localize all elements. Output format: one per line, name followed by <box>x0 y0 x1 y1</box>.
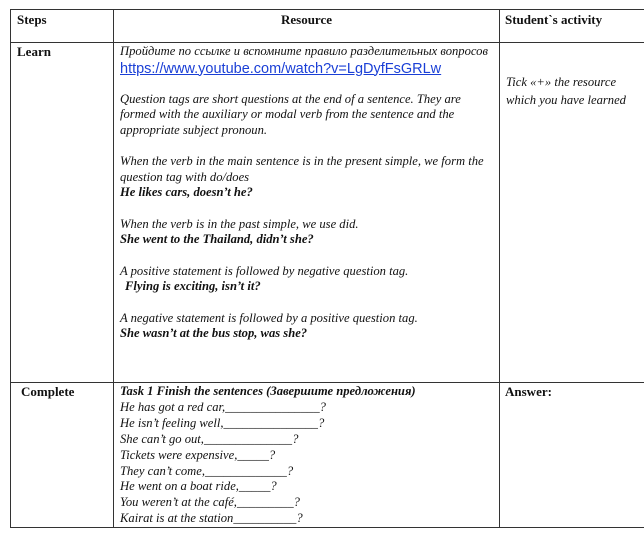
step-complete: Complete <box>11 383 114 528</box>
learn-rule-3: A positive statement is followed by negative question tag. <box>120 263 409 278</box>
lesson-table <box>10 9 644 528</box>
task-sentence: They can’t come,_____________? <box>120 463 294 478</box>
learn-row <box>11 43 644 383</box>
task-sentence: You weren’t at the café,_________? <box>120 495 300 510</box>
learn-rule-1: When the verb in the main sentence is in the present simple, we form the question tag with do/does <box>120 154 484 184</box>
header-resource: Resource <box>114 10 500 43</box>
step-learn: Learn <box>11 43 114 383</box>
task-sentence: He has got a red car,_______________? <box>120 399 326 414</box>
learn-example-3: Flying is exciting, isn’t it? <box>125 279 261 293</box>
task-sentence: He isn’t feeling well,_______________? <box>120 415 325 430</box>
youtube-link[interactable]: https://www.youtube.com/watch?v=LgDyfFsGRLw <box>120 60 442 77</box>
learn-definition: Question tags are short questions at the end of a sentence. They are formed with the auxiliary or modal verb from the sentence and the appropriate subject pronoun. <box>120 91 461 137</box>
learn-intro: Пройдите по ссылке и вспомните правило разделительных вопросов <box>120 44 488 58</box>
learn-rule-4: A negative statement is followed by a positive question tag. <box>120 310 418 325</box>
learn-resource-cell <box>114 43 500 383</box>
learn-example-2: She went to the Thailand, didn’t she? <box>120 232 314 246</box>
learn-example-4: She wasn’t at the bus stop, was she? <box>120 326 308 340</box>
header-steps: Steps <box>11 10 114 43</box>
task-title: Task 1 Finish the sentences (Завершите предложения) <box>120 384 416 398</box>
learn-rule-2: When the verb is in the past simple, we use did. <box>120 216 359 231</box>
task-sentence: Tickets were expensive,_____? <box>120 447 276 462</box>
answer-label: Answer: <box>500 383 644 528</box>
header-activity: Student`s activity <box>500 10 644 43</box>
task-sentence: She can’t go out,______________? <box>120 431 299 446</box>
task-sentence: He went on a boat ride,_____? <box>120 479 277 494</box>
complete-row <box>11 383 644 528</box>
learn-activity: Tick «+» the resource which you have learned <box>500 43 644 383</box>
task-sentence: Kairat is at the station__________? <box>120 511 303 526</box>
header-row <box>11 10 644 43</box>
learn-example-1: He likes cars, doesn’t he? <box>120 185 253 199</box>
complete-resource-cell <box>114 383 500 528</box>
